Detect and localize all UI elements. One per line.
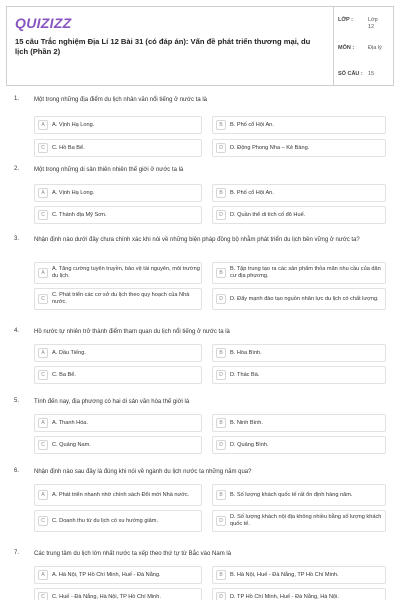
option-b[interactable] bbox=[212, 116, 386, 134]
question-number: 1. bbox=[14, 96, 20, 102]
option-letter: D bbox=[216, 516, 226, 526]
option-letter: B bbox=[216, 418, 226, 428]
option-letter: D bbox=[216, 210, 226, 220]
option-letter: C bbox=[38, 210, 48, 220]
option-c[interactable] bbox=[34, 206, 202, 224]
count-value: 15 bbox=[368, 71, 375, 77]
option-a[interactable] bbox=[34, 184, 202, 202]
option-c[interactable] bbox=[34, 436, 202, 454]
meta-subject bbox=[338, 45, 391, 52]
option-letter: A bbox=[38, 418, 48, 428]
option-letter: A bbox=[38, 120, 48, 130]
option-letter: B bbox=[216, 490, 226, 500]
option-b[interactable] bbox=[212, 344, 386, 362]
option-text: D. Thác Bà. bbox=[230, 371, 260, 378]
option-c[interactable] bbox=[34, 366, 202, 384]
option-text: A. Hà Nội, TP Hồ Chí Minh, Huế - Đà Nẵng. bbox=[52, 571, 161, 578]
option-b[interactable] bbox=[212, 262, 386, 284]
option-b[interactable] bbox=[212, 566, 386, 584]
option-text: B. Phố cổ Hội An. bbox=[230, 189, 274, 196]
option-letter: A bbox=[38, 188, 48, 198]
option-text: D. Quần thể di tích cố đô Huế. bbox=[230, 211, 306, 218]
question-text: Các trung tâm du lịch lớn nhất nước ta xếp theo thứ tự từ Bắc vào Nam là bbox=[34, 551, 232, 557]
option-text: D. Đẩy mạnh đào tạo nguồn nhân lực du lịch có chất lượng. bbox=[230, 295, 379, 302]
option-d[interactable] bbox=[212, 588, 386, 600]
option-letter: C bbox=[38, 370, 48, 380]
option-letter: D bbox=[216, 440, 226, 450]
option-text: C. Phát triển các cơ sở du lịch theo quy hoạch của Nhà nước. bbox=[52, 292, 190, 305]
option-letter: D bbox=[216, 592, 226, 600]
option-text: C. Huế - Đà Nẵng, Hà Nội, TP Hồ Chí Minh. bbox=[52, 593, 161, 600]
option-letter: B bbox=[216, 268, 226, 278]
question-text: Nhận định nào dưới đây chưa chính xác khi nói về những biện pháp đồng bộ nhằm phát triển du lịch bền vững ở nước ta? bbox=[34, 237, 360, 243]
meta-panel bbox=[333, 7, 393, 85]
option-letter: B bbox=[216, 570, 226, 580]
option-text: D. Động Phong Nha – Kẻ Bàng. bbox=[230, 144, 310, 151]
option-text: C. Thánh địa Mỹ Sơn. bbox=[52, 211, 107, 218]
quizizz-logo[interactable]: QUIZIZZ bbox=[15, 15, 72, 31]
option-text: A. Dầu Tiếng. bbox=[52, 349, 86, 356]
option-text: B. Phố cổ Hội An. bbox=[230, 121, 274, 128]
option-text: B. Tập trung tạo ra các sản phẩm thỏa mãn nhu cầu của dân cư địa phương. bbox=[230, 266, 381, 279]
option-text: C. Hồ Ba Bể. bbox=[52, 144, 85, 151]
subject-label: MÔN : bbox=[338, 45, 355, 51]
option-c[interactable] bbox=[34, 588, 202, 600]
option-d[interactable] bbox=[212, 139, 386, 157]
class-label: LỚP : bbox=[338, 17, 353, 23]
option-b[interactable] bbox=[212, 484, 386, 506]
option-letter: D bbox=[216, 294, 226, 304]
option-letter: D bbox=[216, 143, 226, 153]
question-number: 2. bbox=[14, 166, 20, 172]
question-text: Một trong những địa điểm du lịch nhân văn nổi tiếng ở nước ta là bbox=[34, 97, 208, 103]
option-text: A. Thanh Hóa. bbox=[52, 419, 88, 426]
option-a[interactable] bbox=[34, 262, 202, 284]
option-text: B. Số lượng khách quốc tế rất ổn định hàng năm. bbox=[230, 491, 353, 498]
option-d[interactable] bbox=[212, 206, 386, 224]
page-title: 15 câu Trắc nghiệm Địa Lí 12 Bài 31 (có đáp án): Vấn đề phát triển thương mại, du lịch (Phần 2) bbox=[15, 37, 311, 56]
option-d[interactable] bbox=[212, 288, 386, 310]
option-c[interactable] bbox=[34, 139, 202, 157]
option-letter: C bbox=[38, 294, 48, 304]
option-letter: C bbox=[38, 440, 48, 450]
option-letter: C bbox=[38, 592, 48, 600]
option-d[interactable] bbox=[212, 436, 386, 454]
subject-value: Địa lý bbox=[368, 45, 382, 51]
question-number: 3. bbox=[14, 236, 20, 242]
meta-count bbox=[338, 71, 391, 78]
option-letter: A bbox=[38, 570, 48, 580]
meta-class bbox=[338, 17, 391, 31]
option-text: B. Hòa Bình. bbox=[230, 349, 262, 356]
option-text: A. Vịnh Hạ Long. bbox=[52, 121, 95, 128]
option-c[interactable] bbox=[34, 288, 202, 310]
option-text: B. Ninh Bình. bbox=[230, 419, 263, 426]
option-letter: B bbox=[216, 188, 226, 198]
option-text: C. Quảng Nam. bbox=[52, 441, 91, 448]
option-text: A. Tăng cường tuyên truyền, bảo vệ tài nguyên, môi trường du lịch. bbox=[52, 266, 200, 279]
question-text: Một trong những di sản thiên nhiên thế giới ở nước ta là bbox=[34, 167, 184, 173]
option-text: C. Ba Bể. bbox=[52, 371, 76, 378]
option-letter: A bbox=[38, 348, 48, 358]
option-b[interactable] bbox=[212, 414, 386, 432]
class-value: Lớp 12 bbox=[368, 17, 378, 30]
option-a[interactable] bbox=[34, 414, 202, 432]
option-c[interactable] bbox=[34, 510, 202, 532]
question-number: 5. bbox=[14, 398, 20, 404]
option-text: D. TP Hồ Chí Minh, Huế - Đà Nẵng, Hà Nội. bbox=[230, 593, 339, 600]
option-letter: C bbox=[38, 516, 48, 526]
option-d[interactable] bbox=[212, 510, 386, 532]
option-text: D. Số lượng khách nội địa không nhiều bằng số lượng khách quốc tế. bbox=[230, 514, 382, 527]
question-text: Hồ nước tự nhiên trở thành điểm tham quan du lịch nổi tiếng ở nước ta là bbox=[34, 329, 230, 335]
option-b[interactable] bbox=[212, 184, 386, 202]
count-label: SỐ CÂU : bbox=[338, 71, 363, 77]
option-letter: B bbox=[216, 348, 226, 358]
option-a[interactable] bbox=[34, 344, 202, 362]
option-d[interactable] bbox=[212, 366, 386, 384]
option-a[interactable] bbox=[34, 484, 202, 506]
question-number: 4. bbox=[14, 328, 20, 334]
option-text: D. Quảng Bình. bbox=[230, 441, 269, 448]
option-text: C. Doanh thu từ du lịch có xu hướng giảm. bbox=[52, 517, 158, 524]
question-text: Tính đến nay, địa phương có hai di sản văn hóa thế giới là bbox=[34, 399, 190, 405]
option-letter: C bbox=[38, 143, 48, 153]
question-number: 6. bbox=[14, 468, 20, 474]
question-number: 7. bbox=[14, 550, 20, 556]
option-letter: A bbox=[38, 490, 48, 500]
header-left bbox=[7, 7, 333, 85]
option-letter: D bbox=[216, 370, 226, 380]
worksheet-header bbox=[6, 6, 394, 86]
option-text: B. Hà Nội, Huế - Đà Nẵng, TP Hồ Chí Minh. bbox=[230, 571, 339, 578]
option-letter: A bbox=[38, 268, 48, 278]
option-letter: B bbox=[216, 120, 226, 130]
option-text: A. Vịnh Hạ Long. bbox=[52, 189, 95, 196]
option-a[interactable] bbox=[34, 566, 202, 584]
option-a[interactable] bbox=[34, 116, 202, 134]
option-text: A. Phát triển nhanh nhờ chính sách Đổi mới Nhà nước. bbox=[52, 491, 190, 498]
question-text: Nhận định nào sau đây là đúng khi nói về ngành du lịch nước ta những năm qua? bbox=[34, 469, 252, 475]
